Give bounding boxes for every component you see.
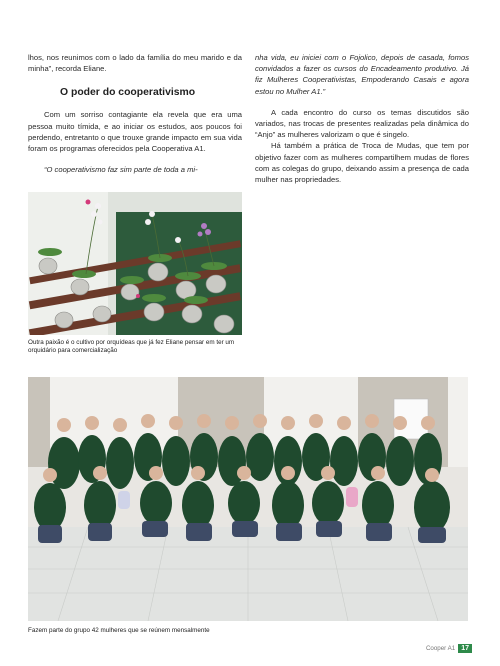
page-number: 17	[458, 644, 472, 653]
orchids-illustration	[28, 192, 242, 335]
paragraph: Há também a prática de Troca de Mudas, que tem por objetivo fazer com as mulheres compartilhem mudas de flores com as colegas do grupo, deixando assim a presença de cada mulher nas propriedades.	[255, 141, 469, 185]
paragraph: Com um sorriso contagiante ela revela que era uma pessoa muito tímida, e ao iniciar os estudos, aos poucos foi perdendo, entretanto o que trouxe grande impacto em sua vida foram os programas oferecidos pela Cooperativa A1.	[28, 110, 242, 154]
quote-paragraph: “O cooperativismo faz sim parte de toda a mi-	[44, 165, 198, 175]
article-column-left	[28, 52, 242, 175]
orchids-photo	[28, 192, 242, 335]
paragraph: lhos, nos reunimos com o lado da família do meu marido e da minha”, recorda Eliane.	[28, 53, 242, 74]
paragraph: A cada encontro do curso os temas discutidos são variados, nas trocas de presentes realizadas pela dinâmica do “Anjo” as mulheres valorizam o que é singelo.	[255, 107, 469, 140]
photo-caption: Fazem parte do grupo 42 mulheres que se reúnem mensalmente	[28, 627, 210, 634]
quote-paragraph: nha vida, eu iniciei com o Fojolico, depois de casada, fomos convidados a fazer os cursos do Encadeamento produtivo. Já fiz Mulheres Cooperativistas, Empoderando Casais e agora estou no Mulher A1.”	[255, 53, 469, 96]
section-heading: O poder do cooperativismo	[60, 87, 196, 99]
article-column-right	[255, 52, 469, 185]
magazine-name: Cooper A1	[425, 645, 456, 652]
photo-caption: Outra paixão é o cultivo por orquídeas que já fez Eliane pensar em ter um orquidário para comercialização	[28, 339, 235, 355]
group-photo	[28, 377, 468, 621]
group-illustration	[28, 377, 468, 621]
page-footer	[426, 644, 472, 653]
